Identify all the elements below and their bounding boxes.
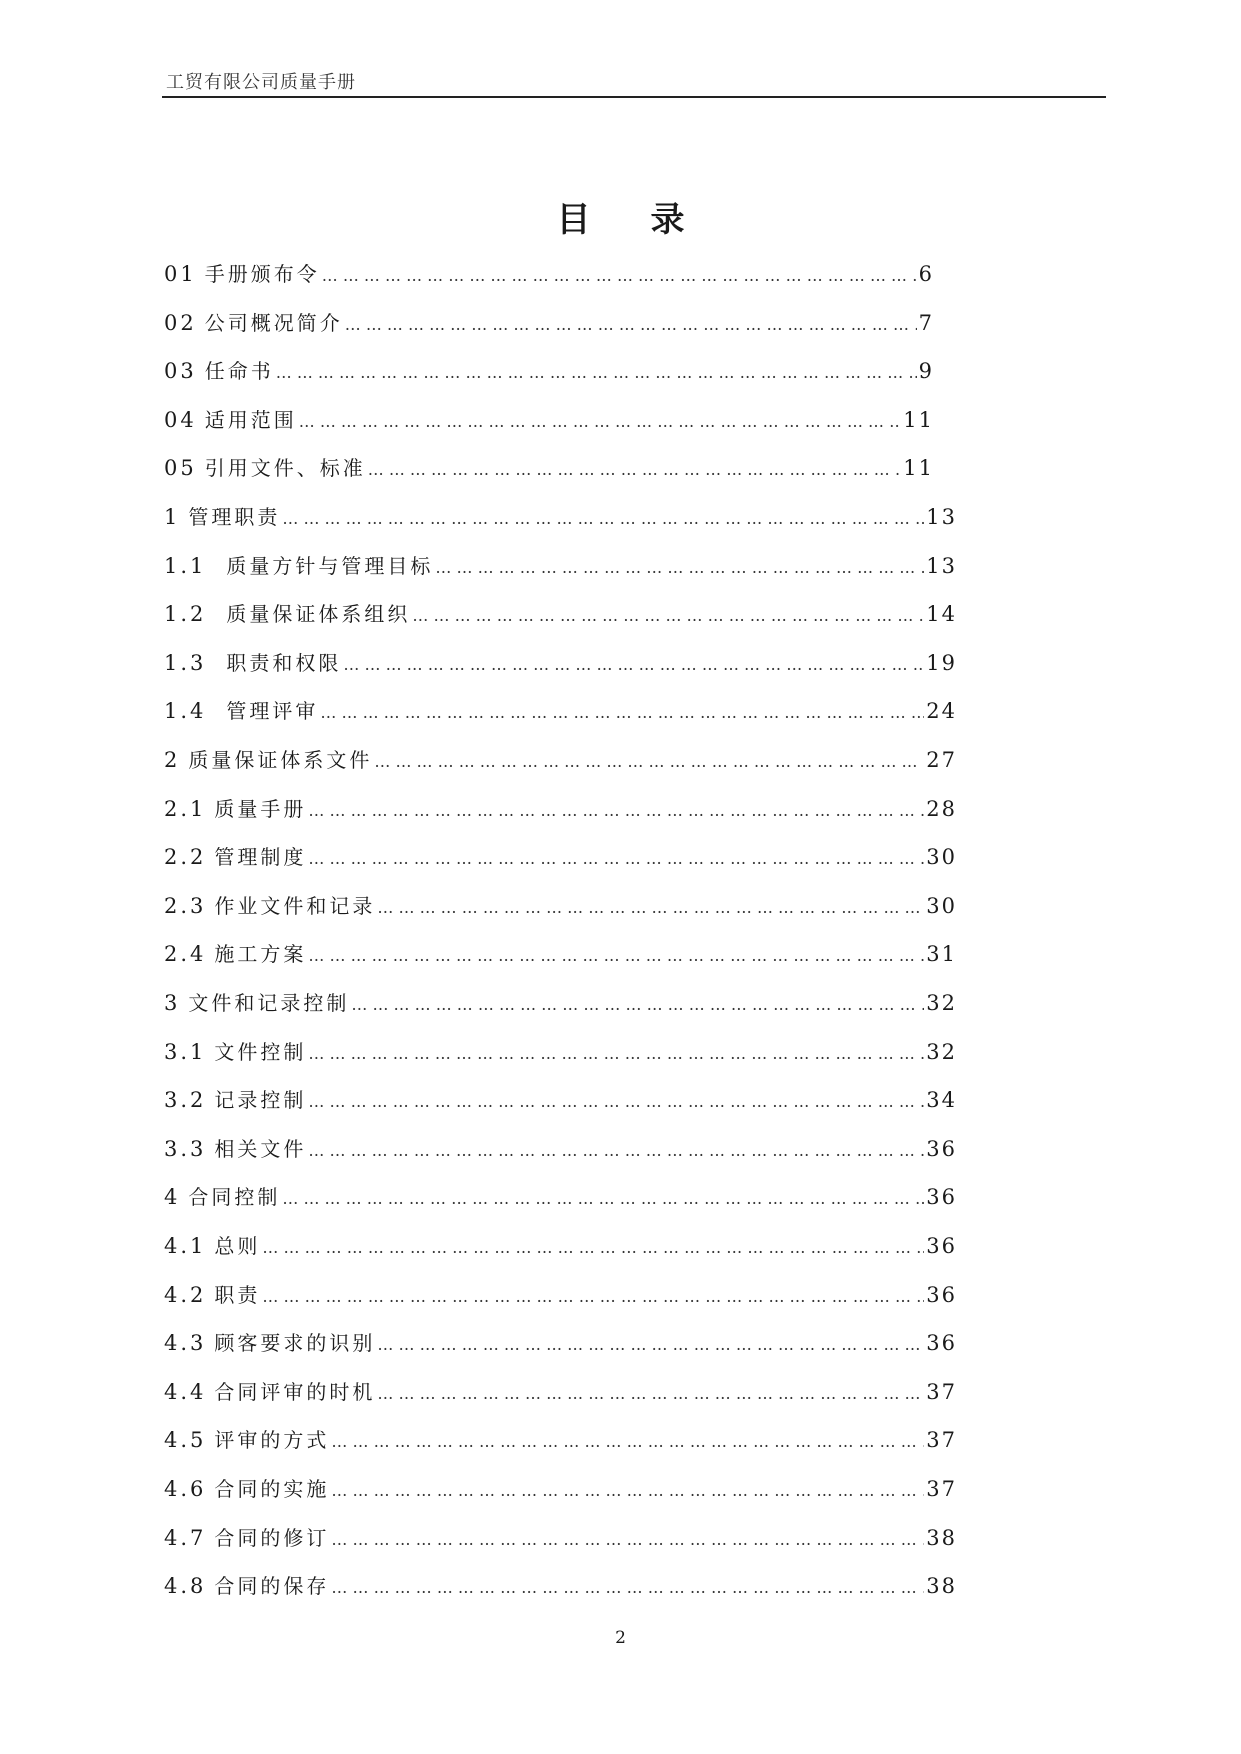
toc-entry-page: 37	[926, 1379, 957, 1404]
header-title: 工贸有限公司质量手册	[166, 72, 356, 93]
toc-entry[interactable]	[164, 647, 957, 677]
toc-entry[interactable]	[164, 987, 957, 1017]
toc-entry-page: 36	[926, 1282, 957, 1307]
toc-entry-label: 管理制度	[214, 845, 307, 870]
toc-entry-number: 2.2	[164, 845, 207, 870]
toc-entry-label: 记录控制	[214, 1088, 307, 1113]
toc-entry-label: 职责	[214, 1282, 261, 1307]
toc-leader-dots	[308, 946, 924, 965]
toc-leader-dots	[308, 1044, 924, 1063]
toc-entry[interactable]	[164, 938, 957, 968]
toc-entry-label: 任命书	[204, 359, 274, 384]
toc-entry-label: 评审的方式	[214, 1428, 330, 1453]
toc-entry-page: 7	[918, 310, 934, 335]
toc-entry-number: 4.1	[164, 1234, 207, 1258]
toc-entry-number: 4.7	[164, 1525, 207, 1550]
toc-entry-page: 30	[926, 893, 957, 918]
toc-entry[interactable]	[164, 744, 957, 774]
toc-entry-page: 36	[926, 1331, 957, 1356]
toc-leader-dots	[320, 703, 924, 722]
toc-leader-dots	[308, 801, 924, 820]
toc-entry[interactable]	[164, 841, 957, 871]
toc-leader-dots	[412, 606, 924, 625]
toc-entry-label: 施工方案	[214, 942, 307, 967]
toc-entry-label: 相关文件	[214, 1136, 307, 1161]
toc-entry-number: 03	[164, 359, 197, 384]
toc-leader-dots	[282, 1189, 924, 1208]
toc-entry-label: 合同的保存	[214, 1574, 330, 1599]
toc-entry-page: 24	[926, 699, 957, 724]
toc-entry-page: 38	[926, 1574, 957, 1599]
toc-entry-number: 2.3	[164, 893, 207, 918]
toc-entry-page: 14	[926, 602, 957, 627]
toc-entry-number: 04	[164, 407, 197, 432]
toc-entry[interactable]	[164, 1570, 957, 1600]
toc-entry[interactable]	[164, 1181, 957, 1211]
toc-entry-page: 27	[926, 748, 957, 772]
toc-entry-label: 合同的实施	[214, 1477, 330, 1501]
toc-entry-number: 4.6	[164, 1477, 207, 1501]
toc-entry-number: 4.4	[164, 1379, 207, 1404]
toc-entry-label: 管理职责	[188, 505, 281, 529]
toc-entry[interactable]	[164, 1230, 957, 1260]
toc-entry-number: 2.1	[164, 796, 207, 821]
toc-leader-dots	[351, 995, 924, 1014]
toc-leader-dots	[331, 1432, 924, 1451]
toc-entry-number: 4	[164, 1185, 181, 1210]
toc-entry[interactable]	[164, 1522, 957, 1552]
toc-entry-label: 质量保证体系组织	[226, 602, 411, 627]
toc-entry-page: 13	[926, 553, 957, 578]
toc-entry-page: 11	[903, 407, 934, 432]
toc-entry-label: 文件控制	[214, 1039, 307, 1064]
toc-leader-dots	[435, 558, 924, 577]
toc-entry-page: 32	[926, 1039, 957, 1064]
toc-entry-number: 4.3	[164, 1331, 207, 1356]
toc-entry-number: 3.2	[164, 1088, 207, 1113]
toc-entry-number: 02	[164, 310, 197, 335]
toc-entry[interactable]	[164, 695, 957, 725]
toc-entry-number: 4.8	[164, 1574, 207, 1599]
toc-leader-dots	[282, 509, 924, 528]
toc-leader-dots	[377, 898, 924, 917]
page-number: 2	[615, 1628, 626, 1648]
toc-entry-label: 引用文件、标准	[204, 456, 366, 481]
toc-entry-number: 2	[164, 748, 181, 772]
toc-entry[interactable]	[164, 307, 934, 337]
toc-entry-label: 合同评审的时机	[214, 1379, 376, 1404]
toc-entry[interactable]	[164, 1424, 957, 1454]
toc-entry-number: 1.4	[164, 699, 207, 724]
toc-leader-dots	[377, 1384, 924, 1403]
toc-entry[interactable]	[164, 1036, 957, 1066]
toc-entry-page: 36	[926, 1136, 957, 1161]
toc-entry-number: 4.5	[164, 1428, 207, 1453]
toc-entry-page: 36	[926, 1185, 957, 1210]
toc-leader-dots	[331, 1578, 924, 1597]
toc-leader-dots	[331, 1481, 924, 1500]
toc-entry[interactable]	[164, 1473, 957, 1503]
toc-entry-number: 01	[164, 262, 197, 286]
toc-leader-dots	[331, 1530, 924, 1549]
toc-leader-dots	[368, 460, 902, 479]
toc-entry-label: 总则	[214, 1234, 261, 1258]
toc-entry-number: 4.2	[164, 1282, 207, 1307]
toc-entry-page: 13	[926, 505, 957, 529]
toc-entry-label: 合同控制	[188, 1185, 281, 1210]
toc-leader-dots	[308, 1141, 924, 1160]
toc-leader-dots	[343, 655, 924, 674]
toc-entry-label: 合同的修订	[214, 1525, 330, 1550]
toc-entry[interactable]	[164, 1376, 957, 1406]
toc-entry-label: 质量保证体系文件	[188, 748, 373, 772]
toc-entry-page: 28	[926, 796, 957, 821]
toc-leader-dots	[262, 1287, 924, 1306]
toc-entry-page: 6	[918, 262, 934, 286]
toc-entry[interactable]	[164, 404, 934, 434]
toc-entry-number: 3.3	[164, 1136, 207, 1161]
toc-leader-dots	[374, 752, 924, 771]
toc-entry[interactable]	[164, 598, 957, 628]
toc-leader-dots	[322, 266, 917, 285]
toc-entry-page: 37	[926, 1477, 957, 1501]
toc-entry[interactable]	[164, 355, 934, 385]
toc-entry-label: 职责和权限	[226, 650, 342, 675]
toc-entry[interactable]	[164, 550, 957, 580]
toc-entry-page: 36	[926, 1234, 957, 1258]
toc-entry[interactable]	[164, 1084, 957, 1114]
toc-entry-page: 32	[926, 991, 957, 1015]
toc-entry[interactable]	[164, 501, 957, 531]
toc-leader-dots	[262, 1238, 924, 1257]
toc-entry-page: 19	[926, 650, 957, 675]
page-header	[162, 66, 1106, 98]
toc-entry[interactable]	[164, 890, 957, 920]
toc-entry-label: 手册颁布令	[204, 262, 320, 286]
toc-entry-number: 1	[164, 505, 181, 529]
toc-entry-number: 1.1	[164, 553, 207, 578]
toc-leader-dots	[345, 315, 917, 334]
toc-entry-label: 公司概况简介	[204, 310, 343, 335]
toc-leader-dots	[299, 412, 902, 431]
toc-entry-page: 34	[926, 1088, 957, 1113]
toc-entry-page: 38	[926, 1525, 957, 1550]
toc-entry[interactable]	[164, 258, 934, 288]
toc-entry-label: 文件和记录控制	[188, 991, 350, 1015]
toc-entry-number: 3.1	[164, 1039, 207, 1064]
toc-entry-page: 30	[926, 845, 957, 870]
toc-entry-number: 1.2	[164, 602, 207, 627]
toc-entry-label: 适用范围	[204, 407, 297, 432]
toc-leader-dots	[308, 1092, 924, 1111]
toc-entry-label: 作业文件和记录	[214, 893, 376, 918]
toc-entry-page: 11	[903, 456, 934, 481]
toc-entry-number: 05	[164, 456, 197, 481]
toc-entry-label: 质量手册	[214, 796, 307, 821]
toc-entry-label: 管理评审	[226, 699, 319, 724]
toc-entry-page: 9	[918, 359, 934, 384]
toc-entry-number: 1.3	[164, 650, 207, 675]
toc-leader-dots	[377, 1335, 924, 1354]
toc-entry[interactable]	[164, 1327, 957, 1357]
toc-entry[interactable]	[164, 793, 957, 823]
toc-leader-dots	[308, 849, 924, 868]
toc-entry[interactable]	[164, 1133, 957, 1163]
toc-entry-page: 37	[926, 1428, 957, 1453]
toc-entry-number: 3	[164, 991, 181, 1015]
toc-entry[interactable]	[164, 452, 934, 482]
toc-entry-label: 质量方针与管理目标	[226, 553, 434, 578]
toc-entry-label: 顾客要求的识别	[214, 1331, 376, 1356]
toc-entry[interactable]	[164, 1279, 957, 1309]
toc-leader-dots	[276, 363, 917, 382]
toc-entry-number: 2.4	[164, 942, 207, 967]
page-title: 目录	[556, 200, 745, 240]
toc-entry-page: 31	[926, 942, 957, 967]
